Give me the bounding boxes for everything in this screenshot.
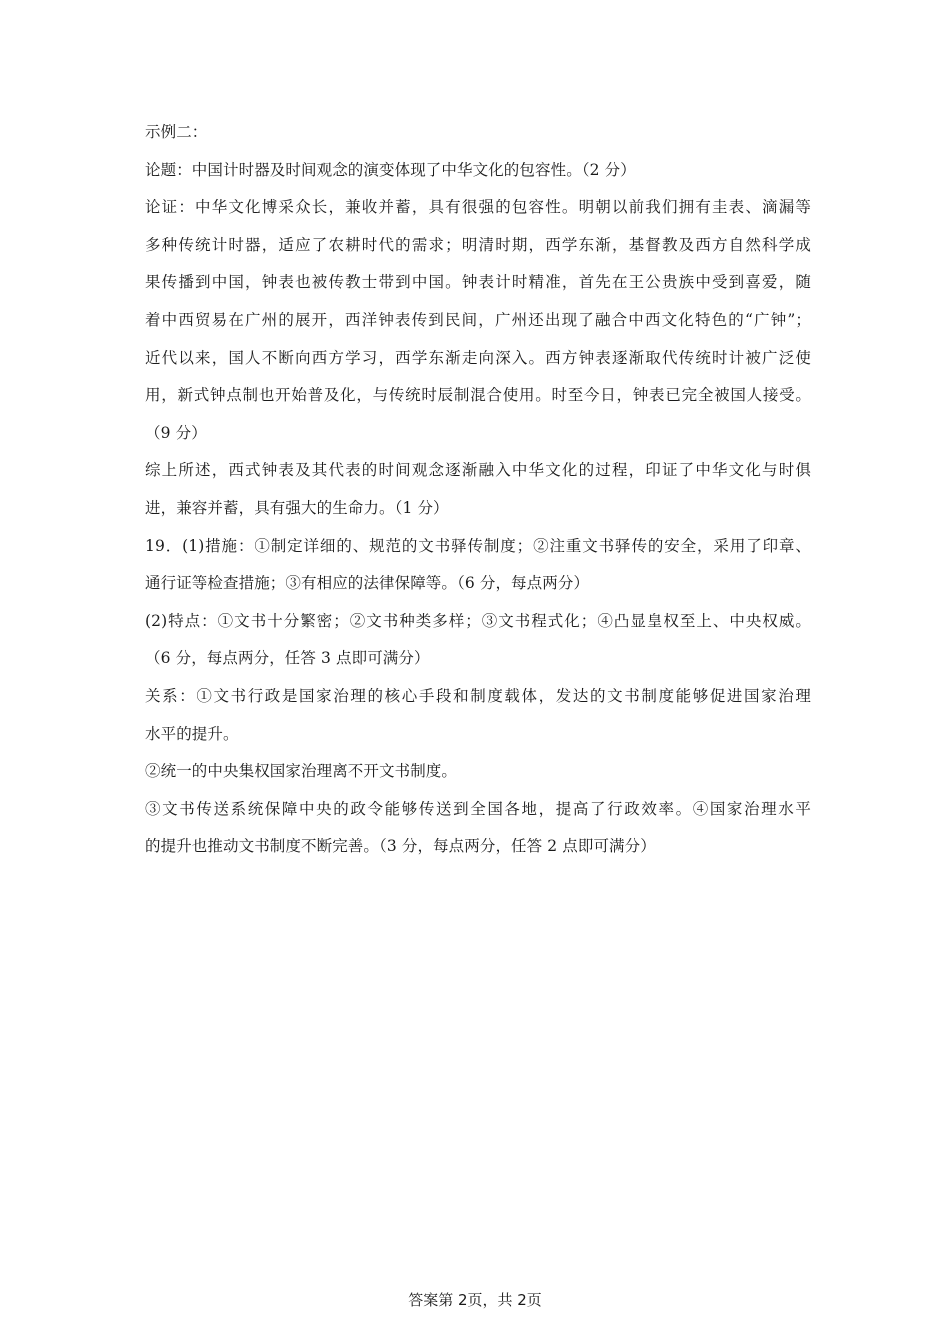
- text-line-13: 通行证等检查措施；③有相应的法律保障等。（6 分，每点两分）: [145, 574, 590, 593]
- text-line-19: ③文书传送系统保障中央的政令能够传送到全国各地，提高了行政效率。④国家治理水平: [145, 799, 811, 818]
- text-line-12: 19．(1)措施：①制定详细的、规范的文书驿传制度；②注重文书驿传的安全，采用了印章、: [145, 536, 811, 555]
- text-line-1: 示例二：: [145, 123, 208, 141]
- text-line-3: 论证：中华文化博采众长，兼收并蓄，具有很强的包容性。明朝以前我们拥有圭表、滴漏等: [145, 198, 811, 217]
- text-line-16: 关系：①文书行政是国家治理的核心手段和制度载体，发达的文书制度能够促进国家治理: [145, 686, 811, 705]
- text-line-11: 进，兼容并蓄，具有强大的生命力。（1 分）: [145, 498, 449, 517]
- text-line-7: 近代以来，国人不断向西方学习，西学东渐走向深入。西方钟表逐渐取代传统时计被广泛使: [145, 348, 811, 367]
- text-line-18: ②统一的中央集权国家治理离不开文书制度。: [145, 762, 458, 781]
- text-line-15: （6 分，每点两分，任答 3 点即可满分）: [145, 649, 430, 668]
- text-line-10: 综上所述，西式钟表及其代表的时间观念逐渐融入中华文化的过程，印证了中华文化与时俱: [145, 461, 811, 480]
- page-footer: 答案第 2页，共 2页: [408, 1291, 542, 1309]
- text-line-4: 多种传统计时器，适应了农耕时代的需求；明清时期，西学东渐，基督教及西方自然科学成: [145, 235, 811, 254]
- text-line-17: 水平的提升。: [145, 724, 239, 743]
- text-line-20: 的提升也推动文书制度不断完善。（3 分，每点两分，任答 2 点即可满分）: [145, 837, 656, 856]
- text-line-6: 着中西贸易在广州的展开，西洋钟表传到民间，广州还出现了融合中西文化特色的“广钟”；: [145, 310, 811, 329]
- text-line-2: 论题：中国计时器及时间观念的演变体现了中华文化的包容性。（2 分）: [145, 160, 636, 179]
- text-line-5: 果传播到中国，钟表也被传教士带到中国。钟表计时精准，首先在王公贵族中受到喜爱，随: [145, 273, 811, 292]
- text-line-9: （9 分）: [145, 423, 207, 442]
- text-line-8: 用，新式钟点制也开始普及化，与传统时辰制混合使用。时至今日，钟表已完全被国人接受。: [145, 386, 811, 405]
- text-line-14: (2)特点：①文书十分繁密；②文书种类多样；③文书程式化；④凸显皇权至上、中央权威。: [145, 611, 811, 630]
- answer-content: [145, 114, 811, 866]
